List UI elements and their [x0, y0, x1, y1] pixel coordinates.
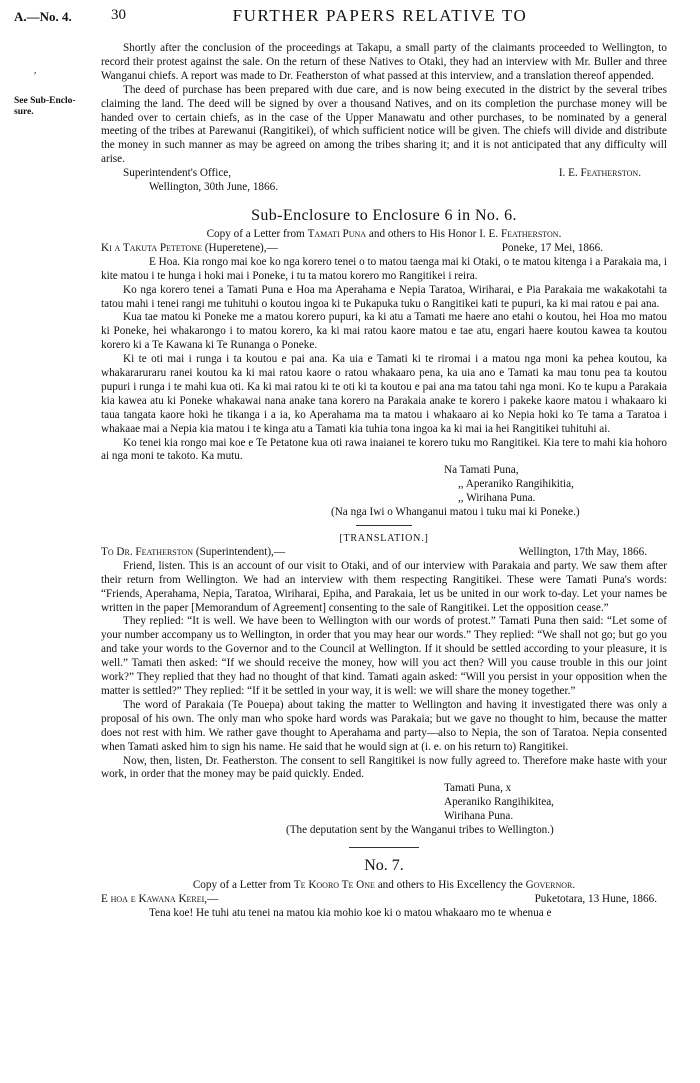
paragraph: The deed of purchase has been prepared with due care, and is now being executed in the district by the several tribes claiming the land. The deed will be signed by over a thousand Natives, and on its completion the purchase money will be handed over to certain chiefs, as in the case of the Upper Manawatu and other purchases, to be nominated by a general meeting of the tribes at Parewanui (Rangitikei), of which sufficient notice will be given. The chiefs will divide and distribute the money in such manner as may be agreed on among the tribes sharing it; and it is not anticipated that any difficulty will arise. [101, 83, 667, 166]
divider [349, 847, 419, 848]
letter-date: Poneke, 17 Mei, 1866. [501, 241, 603, 254]
copy-text: and others to His Excellency the [374, 878, 526, 891]
copy-text: . [558, 227, 562, 240]
copy-line [101, 879, 667, 893]
copy-from: Tamati Puna [307, 227, 367, 240]
addressee-rest: (Huperetene),— [201, 241, 278, 254]
signature-block [101, 167, 667, 181]
section-heading: No. 7. [364, 856, 404, 874]
copy-line [101, 228, 667, 242]
copy-to: I. E. Featherston [479, 227, 559, 240]
signature-line: Na Tamati Puna, [444, 464, 519, 477]
signature-line: Tamati Puna, x [444, 782, 512, 795]
signature-note: (Na nga Iwi o Whanganui matou i tuku mai ki Poneke.) [331, 506, 580, 519]
signature-line: Aperaniko Rangihikitea, [444, 796, 554, 809]
page-header [14, 8, 686, 32]
signature-note: (The deputation sent by the Wanganui tribes to Wellington.) [286, 824, 554, 837]
letter-address [101, 546, 285, 560]
letter-address-row [101, 893, 667, 907]
maori-paragraph: Ki te oti mai i runga i ta koutou e pai ana. Ka uia e Tamati ki te riromai i a matou nga moni ka pehea koutou, ka whakararuraru ranei koutou ka ki mai ratou kaore o ratou whakaaro pena, ka uia ano e Tamati ka mau tonu pea ta koutou pupuri i runga i te mahi kua oti. Ka ki mai ratou ki te oti ki ta koutou e pai ana ma tatou tahi nga moni. Ko te kupu a Parakaia kia kawea atu ki Poneke whakawai nana anake tana korero na Parakaia anake te korero i pakeke kaore matou i whakaaro ki taua tangata kaore hoki he tikanga i a ia, ko Aperahama ma ta matou i whakaaro ai ko Nepia hoki ko Te tama a Taratoa i whakaae mai a Nepia kia matou i te kinga atu a Tamati kia tuhia tona ingoa ka ki mai ia hei Rangitikei tuhituhi ai. [101, 353, 667, 435]
copy-text: Copy of a Letter from [192, 878, 294, 891]
maori-paragraph: E Hoa. Kia rongo mai koe ko nga korero tenei o to matou taenga mai ki Otaki, o te matou kitenga i a Parakaia ma, i kite matou i te hunga i hoki mai i Poneke, i tu ta matou korero mo Rangitikei i reira. [101, 255, 667, 282]
signature-line: Wirihana Puna. [444, 810, 514, 823]
translation-label: [TRANSLATION.] [339, 533, 429, 544]
page-number: 30 [111, 7, 126, 23]
maori-paragraph: Kua tae matou ki Poneke me a matou korero pupuri, ka ki atu a Tamati me haere ano etahi o koutou, hei Hoa mo matou ki Poneke, hei whakarongo i to matou korero, ka ki mai ratou kaore matou e tae atu, engari haere koutou kawea ta koutou korero ki a Te Kawana ki Te Runanga o Poneke. [101, 311, 667, 352]
letter-address-row [101, 546, 667, 560]
office-line: Superintendent's Office, [123, 167, 232, 180]
copy-from: Te Kooro Te One [293, 878, 375, 891]
divider [356, 525, 412, 526]
translation-paragraph: Now, then, listen, Dr. Featherston. The consent to sell Rangitikei is now fully agreed to. Therefore make haste with your work, in order that the money may be paid quickly. Ended. [101, 754, 667, 781]
addressee-rest: (Superintendent),— [193, 545, 286, 558]
document-body [101, 42, 667, 921]
copy-text: . [572, 878, 576, 891]
addressee: Ki a Takuta Petetone [101, 241, 202, 254]
copy-to: Governor [525, 878, 573, 891]
office-date: Wellington, 30th June, 1866. [149, 181, 278, 194]
maori-paragraph: Ko tenei kia rongo mai koe e Te Petatone kua oti rawa inaianei te korero tuku mo Rangitikei. Kia tere to mahi kia hohoro ai nga moni te takoto. Ka mutu. [101, 436, 667, 463]
office-signer: I. E. Featherston. [558, 167, 641, 180]
margin-mark: ′ [34, 70, 37, 82]
addressee: To Dr. Featherston [101, 545, 194, 558]
translation-paragraph: They replied: “It is well. We have been to Wellington with our words of protest.” Tamati Puna then said: “Let some of your number accompany us to Wellington, in order that you may hear our words.” They replied: “We shall not go; but go you and take your words to the Governor and to the Council at Wellington. If it should be settled according to your pleasure, it is well.” Tamati then asked: “If we should receive the money, how will you act then? Will you cause trouble in this our joint work?” They replied that they had no thought of that kind. Tamati again asked: “Will you persist in your opposition when the matter is settled?” They replied: “If it be settled in your way, it is well: we will share the money together.” [101, 615, 667, 697]
paper-reference: A.—No. 4. [14, 9, 72, 24]
translation-paragraph: Friend, listen. This is an account of our visit to Otaki, and of our interview with Parakaia and party. We saw them after their return from Wellington. We had an interview with them respecting Rangitikei. These were Tamati Puna's words: “Friends, Aperahama, Nepia, Taratoa, Wiriharai, Epiha, and Parakaia, let us be united in our work to-day. Let your names be written in the paper [Memorandum of Agreement] consenting to the sale of Rangitikei. Let the opposition cease.” [101, 559, 667, 614]
copy-text: and others to His Honor [366, 227, 480, 240]
margin-note: See Sub-Enclo- sure. [14, 96, 76, 117]
letter-date: Wellington, 17th May, 1866. [518, 545, 647, 558]
letter-address [101, 242, 278, 256]
copy-text: Copy of a Letter from [206, 227, 308, 240]
signature-line: ,, Aperaniko Rangihikitia, [458, 478, 574, 491]
letter-address: E hoa e Kawana Kerei,— [101, 892, 219, 905]
letter-date: Puketotara, 13 Hune, 1866. [534, 892, 657, 905]
section-heading: Sub-Enclosure to Enclosure 6 in No. 6. [251, 206, 517, 224]
paragraph: Tena koe! He tuhi atu tenei na matou kia mohio koe ki o matou whakaaro mo te whenua e [149, 906, 552, 919]
maori-paragraph: Ko nga korero tenei a Tamati Puna e Hoa ma Aperahama e Nepia Taratoa, Wiriharai, e Pia Parakaia me wakakotahi ta tatou mahi i tenei rangi me tuhituhi o koutou ingoa ki te Pukapuka tuku o Rangitikei kati te pupuri, ka ki mai ratou e pai ana. [101, 283, 667, 310]
paragraph: Shortly after the conclusion of the proceedings at Takapu, a small party of the claimants proceeded to Wellington, to record their protest against the sale. On the return of these Natives to Otaki, they had an interview with Mr. Buller and three Wanganui chiefs. A report was made to Dr. Featherston of what passed at this interview, and a translation thereof appended. [101, 42, 667, 82]
letter-address-row [101, 242, 667, 256]
signature-line: ,, Wirihana Puna. [458, 492, 536, 505]
translation-paragraph: The word of Parakaia (Te Pouepa) about taking the matter to Wellington and having it investigated there was only a proposal of his own. The only man who spoke hard words was Parakaia; but we gave no thought to him, because the matter does not rest with him. We rather gave thought to Aperahama and party—also to Nepia, the son of Taratoa. Nepia consented when Tamati asked him to sign his name. He said that he would sign at (i. e. on his return to) Rangitikei. [101, 698, 667, 753]
running-title: FURTHER PAPERS RELATIVE TO [232, 6, 528, 25]
